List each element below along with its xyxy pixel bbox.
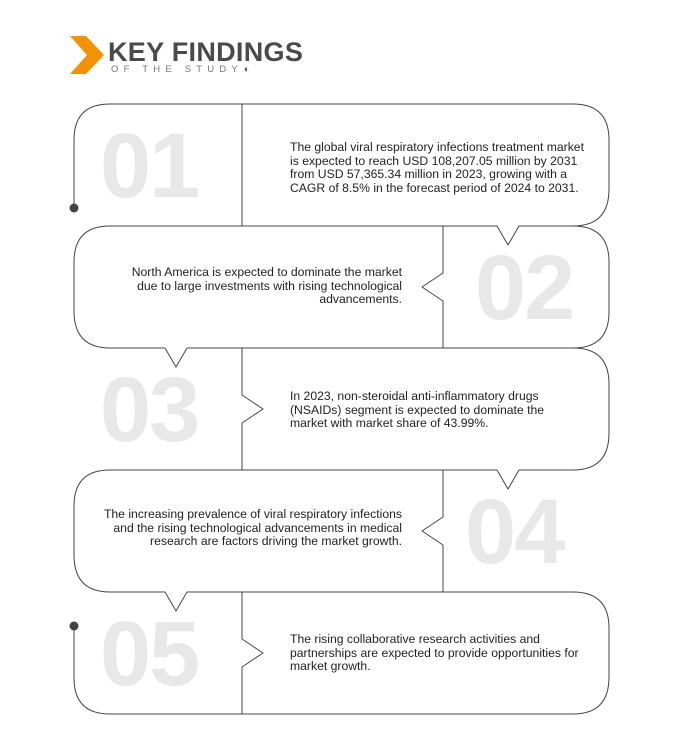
step-number-03: 03 (100, 359, 199, 461)
divider-04 (422, 470, 443, 592)
step-number-05: 05 (100, 603, 199, 705)
divider-03 (242, 348, 263, 470)
finding-text-04: The increasing prevalence of viral respiratory infections and the rising technological advancements in medical research are factors driving the market growth. (103, 507, 402, 549)
step-number-02: 02 (475, 237, 574, 339)
finding-text-05: The rising collaborative research activities and partnerships are expected to provide opportunities for market growth. (290, 632, 579, 674)
page-subtitle: OF THE STUDY◖ (111, 64, 249, 75)
finding-text-01: The global viral respiratory infections treatment market is expected to reach USD 108,207.05 million by 2031 from USD 57,365.34 million in 2023, growing with a CAGR of 8.5% in the forecast period of 2024 to 2031. (290, 140, 584, 195)
finding-text-03: In 2023, non-steroidal anti-inflammatory drugs (NSAIDs) segment is expected to dominate the market with market share of 43.99%. (290, 389, 545, 431)
step-number-01: 01 (100, 115, 199, 217)
finding-box-03 (573, 226, 609, 312)
page-title: KEY FINDINGS (108, 37, 304, 67)
finding-text-02: North America is expected to dominate the market due to large investments with rising technological advancements. (131, 265, 402, 307)
divider-05 (242, 592, 263, 714)
moon-icon: ◖ (242, 64, 249, 75)
end-dot (70, 622, 79, 631)
divider-02 (422, 226, 443, 348)
start-dot (70, 204, 79, 213)
step-number-04: 04 (465, 481, 564, 583)
